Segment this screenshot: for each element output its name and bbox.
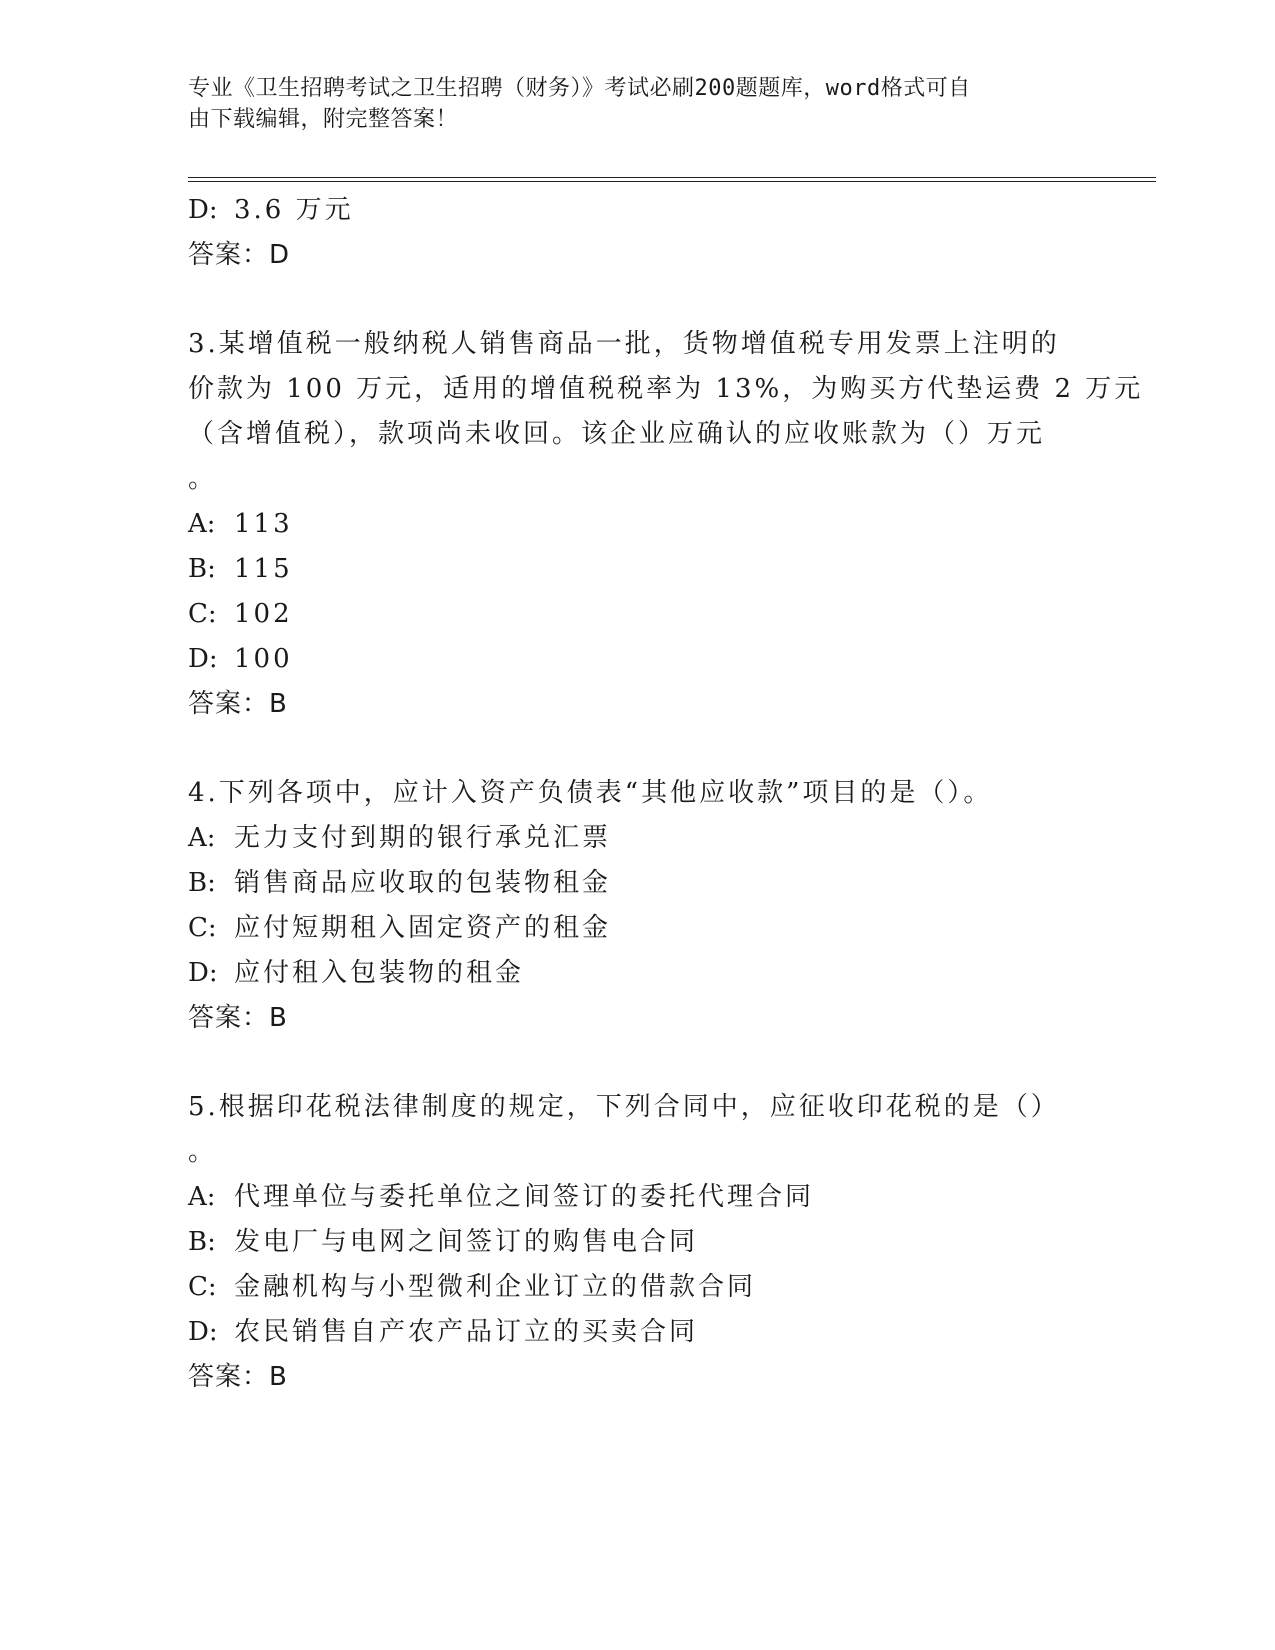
option-text: 农民销售自产农产品订立的买卖合同 — [234, 1317, 699, 1347]
question-4-option-d — [188, 951, 1088, 996]
option-text: 115 — [234, 554, 293, 584]
question-5-option-b — [188, 1220, 1088, 1265]
question-4-option-a — [188, 816, 1088, 861]
question-3-option-c — [188, 592, 1088, 637]
option-letter: C: — [188, 913, 217, 943]
option-text: 销售商品应收取的包装物租金 — [234, 868, 612, 898]
document-body — [188, 188, 1144, 1400]
option-text: 100 — [234, 644, 293, 674]
option-letter: A: — [188, 823, 216, 853]
option-letter: A: — [188, 1182, 216, 1212]
prev-answer: 答案：D — [188, 240, 291, 270]
option-text: 发电厂与电网之间签订的购售电合同 — [234, 1227, 699, 1257]
option-text: 102 — [234, 599, 293, 629]
header-divider — [188, 177, 1156, 182]
header-line-2: 由下载编辑，附完整答案！ — [188, 107, 459, 132]
page-header — [188, 73, 1088, 135]
question-3-option-a — [188, 502, 1088, 547]
spacer — [188, 727, 1088, 771]
option-letter: C: — [188, 599, 217, 629]
option-text: 应付短期租入固定资产的租金 — [234, 913, 612, 943]
option-letter: D: — [188, 1317, 218, 1347]
question-5-option-c — [188, 1265, 1088, 1310]
option-letter: D: — [188, 958, 218, 988]
question-5-line-1: 5.根据印花税法律制度的规定，下列合同中，应征收印花税的是（） — [188, 1092, 1060, 1122]
question-3-line-1: 3.某增值税一般纳税人销售商品一批，货物增值税专用发票上注明的 — [188, 329, 1060, 359]
question-5-line-2: 。 — [188, 1137, 218, 1167]
question-3-line-2: 价款为 100 万元，适用的增值税税率为 13%，为购买方代垫运费 2 万元 — [188, 374, 1144, 404]
option-text: 3.6 万元 — [234, 195, 354, 225]
option-text: 代理单位与委托单位之间签订的委托代理合同 — [234, 1182, 815, 1212]
prev-option-d — [188, 188, 1088, 233]
question-3-option-b — [188, 547, 1088, 592]
question-5-option-d — [188, 1310, 1088, 1355]
question-5 — [188, 1085, 1088, 1400]
question-4-line-1: 4.下列各项中，应计入资产负债表“其他应收款”项目的是（）。 — [188, 778, 993, 808]
option-letter: D: — [188, 644, 218, 674]
question-5-option-a — [188, 1175, 1088, 1220]
option-letter: B: — [188, 554, 216, 584]
question-3-option-d — [188, 637, 1088, 682]
question-3 — [188, 322, 1144, 727]
question-4 — [188, 771, 1088, 1041]
option-letter: B: — [188, 1227, 216, 1257]
option-text: 无力支付到期的银行承兑汇票 — [234, 823, 612, 853]
spacer — [188, 278, 1088, 322]
question-4-option-c — [188, 906, 1088, 951]
option-letter: A: — [188, 509, 216, 539]
question-3-line-3: （含增值税），款项尚未收回。该企业应确认的应收账款为（）万元 — [188, 419, 1046, 449]
question-4-option-b — [188, 861, 1088, 906]
option-letter: D: — [188, 195, 218, 225]
option-letter: B: — [188, 868, 216, 898]
question-3-line-4: 。 — [188, 464, 218, 494]
question-5-answer: 答案：B — [188, 1362, 288, 1392]
option-letter: C: — [188, 1272, 217, 1302]
option-text: 应付租入包装物的租金 — [234, 958, 525, 988]
question-4-answer: 答案：B — [188, 1003, 288, 1033]
option-text: 金融机构与小型微利企业订立的借款合同 — [234, 1272, 757, 1302]
option-text: 113 — [234, 509, 293, 539]
question-3-answer: 答案：B — [188, 689, 288, 719]
spacer — [188, 1041, 1088, 1085]
header-line-1: 专业《卫生招聘考试之卫生招聘（财务）》考试必刷200题题库，word格式可自 — [188, 76, 971, 101]
